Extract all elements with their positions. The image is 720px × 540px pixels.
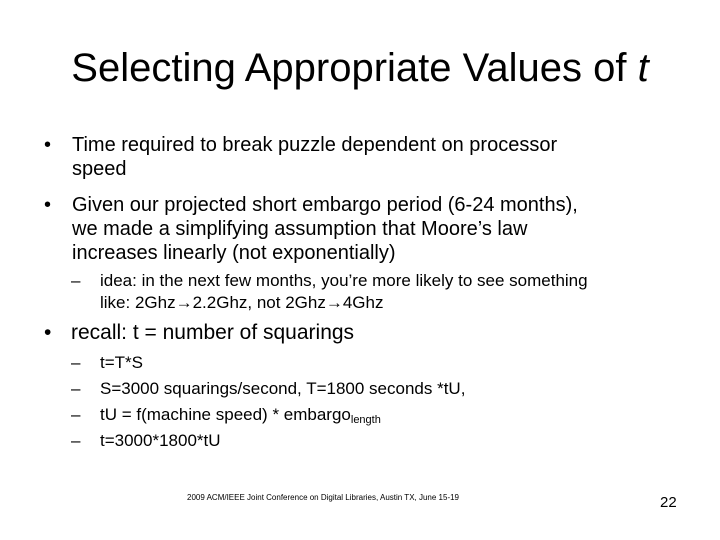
sub-bullet-text-line: idea: in the next few months, you’re more likely to see something [100,271,588,290]
dash-marker: – [71,405,81,424]
bullet-text-line: Time required to break puzzle dependent on processor [72,134,558,156]
bullet-text-line: Given our projected short embargo period (6-24 months), [72,194,578,216]
title-variable: t [637,46,649,90]
formula-subscript: length [350,414,381,426]
bullet-processor-speed [44,133,557,181]
formula-text: t=T*S [100,353,143,372]
dash-marker: – [71,431,81,450]
title-text: Selecting Appropriate Values of [71,46,638,90]
formula-text: tU = f(machine speed) * embargo [100,405,351,424]
formula-text: t=3000*1800*tU [100,431,221,450]
sub-bullet-text-line: like: 2Ghz→2.2Ghz, not 2Ghz→4Ghz [100,293,384,312]
page-number: 22 [660,494,677,511]
bullet-text-line: we made a simplifying assumption that Moore’s law [72,218,528,240]
bullet-marker: • [44,321,52,344]
bullet-text-line: speed [72,158,127,180]
bullet-text-line: recall: t = number of squarings [71,321,355,344]
bullet-marker: • [44,194,52,216]
dash-marker: – [71,379,81,398]
slide-title [0,44,720,92]
bullet-text-line: increases linearly (not exponentially) [72,242,396,264]
formula-text: S=3000 squarings/second, T=1800 seconds *tU, [100,379,466,398]
bullet-recall [44,320,354,346]
dash-marker: – [71,271,81,290]
bullet-marker: • [44,134,52,156]
dash-marker: – [71,353,81,372]
slide-footer: 2009 ACM/IEEE Joint Conference on Digital Libraries, Austin TX, June 15-19 [187,493,460,502]
bullet-embargo-assumption [44,193,578,265]
sub-bullet-idea [71,270,588,314]
